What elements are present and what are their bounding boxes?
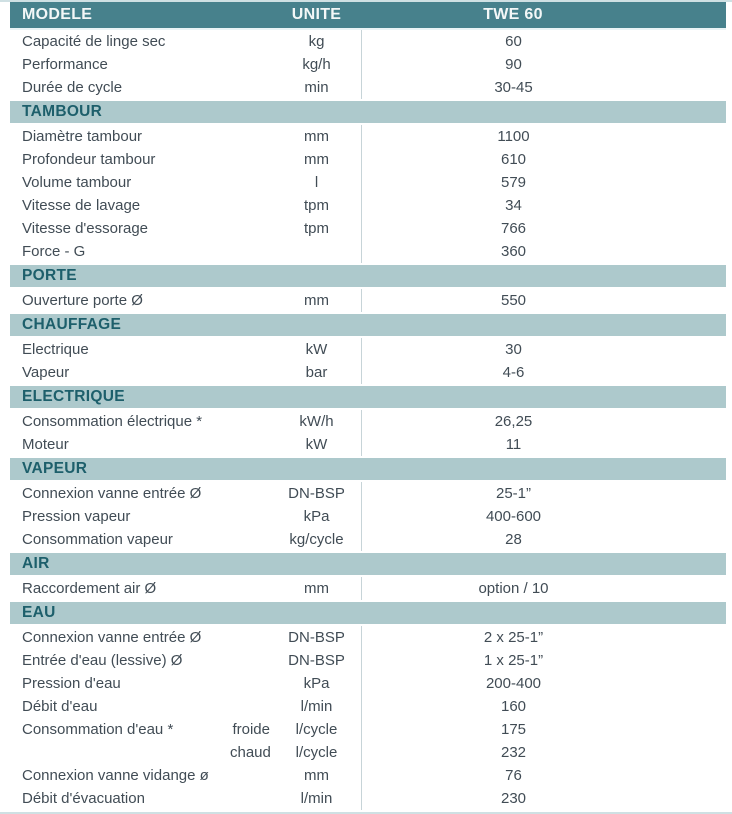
- table-row: [10, 787, 726, 810]
- section-title: EAU: [22, 604, 56, 621]
- section-header-bar: [10, 386, 726, 408]
- column-header-unite: UNITE: [291, 6, 342, 23]
- row-unit: DN-BSP: [288, 652, 345, 669]
- table-row: [10, 217, 726, 240]
- section-title: ELECTRIQUE: [22, 388, 125, 405]
- row-unit: tpm: [303, 197, 329, 214]
- row-label: Force - G: [22, 243, 86, 260]
- table-row: [10, 410, 726, 433]
- table-row: [10, 338, 726, 361]
- row-label: Débit d'évacuation: [22, 790, 145, 807]
- table-row: [10, 125, 726, 148]
- table-row: [10, 53, 726, 76]
- row-unit: l/min: [300, 698, 333, 715]
- table-row: [10, 148, 726, 171]
- row-value: 1 x 25-1”: [361, 649, 665, 672]
- table-section: [10, 602, 726, 810]
- table-section: [10, 30, 726, 99]
- row-unit: kW: [305, 436, 328, 453]
- section-title: CHAUFFAGE: [22, 316, 122, 333]
- table-section: [10, 386, 726, 456]
- section-rows: [10, 482, 726, 551]
- row-value: 1100: [361, 125, 665, 148]
- row-label: Connexion vanne entrée Ø: [22, 485, 202, 502]
- row-value: 34: [361, 194, 665, 217]
- table-row: [10, 240, 726, 263]
- table-section: [10, 101, 726, 263]
- column-header-twe60: TWE 60: [483, 6, 543, 23]
- row-label: Volume tambour: [22, 174, 132, 191]
- row-value: 360: [361, 240, 665, 263]
- row-label: Vapeur: [22, 364, 70, 381]
- row-label: Entrée d'eau (lessive) Ø: [22, 652, 183, 669]
- table-row: [10, 194, 726, 217]
- table-row: [10, 433, 726, 456]
- table-row: [10, 695, 726, 718]
- row-label: Vitesse de lavage: [22, 197, 141, 214]
- row-value: 25-1”: [361, 482, 665, 505]
- table-row: [10, 718, 726, 741]
- row-value: 175: [361, 718, 665, 741]
- row-unit: min: [304, 79, 329, 96]
- row-value: 160: [361, 695, 665, 718]
- table-section: [10, 265, 726, 312]
- section-title: PORTE: [22, 267, 77, 284]
- row-unit: l: [314, 174, 319, 191]
- column-header-modele: MODELE: [22, 6, 93, 23]
- row-label: Vitesse d'essorage: [22, 220, 148, 237]
- table-row: [10, 361, 726, 384]
- row-sublabel: chaud: [230, 744, 271, 761]
- row-sublabel: froide: [232, 721, 270, 738]
- row-value: 230: [361, 787, 665, 810]
- row-label: Durée de cycle: [22, 79, 123, 96]
- table-row: [10, 741, 726, 764]
- row-unit: DN-BSP: [288, 485, 345, 502]
- row-label: Pression vapeur: [22, 508, 131, 525]
- table-row: [10, 171, 726, 194]
- section-header-bar: [10, 101, 726, 123]
- row-unit: kW/h: [299, 413, 334, 430]
- row-unit: l/cycle: [295, 744, 338, 761]
- table-row: [10, 528, 726, 551]
- table-row: [10, 626, 726, 649]
- row-value: 30: [361, 338, 665, 361]
- section-title: TAMBOUR: [22, 103, 103, 120]
- table-row: [10, 30, 726, 53]
- row-unit: kPa: [303, 675, 330, 692]
- row-label: Débit d'eau: [22, 698, 98, 715]
- table-header-row: [10, 2, 726, 30]
- row-unit: kPa: [303, 508, 330, 525]
- row-unit: tpm: [303, 220, 329, 237]
- section-title: AIR: [22, 555, 50, 572]
- row-unit: kg/h: [302, 56, 331, 73]
- table-row: [10, 577, 726, 600]
- table-row: [10, 764, 726, 787]
- section-header-bar: [10, 265, 726, 287]
- spec-table: [10, 2, 726, 810]
- table-row: [10, 76, 726, 99]
- row-unit: kg/cycle: [289, 531, 344, 548]
- row-value: 4-6: [361, 361, 665, 384]
- row-unit: l/cycle: [295, 721, 338, 738]
- table-row: [10, 289, 726, 312]
- row-label: Profondeur tambour: [22, 151, 156, 168]
- row-value: 76: [361, 764, 665, 787]
- row-unit: mm: [304, 128, 329, 145]
- row-unit: kW: [305, 341, 328, 358]
- row-label: Electrique: [22, 341, 89, 358]
- table-row: [10, 482, 726, 505]
- row-label: Ouverture porte Ø: [22, 292, 143, 309]
- table-body: [10, 30, 726, 810]
- row-unit: mm: [304, 292, 329, 309]
- section-rows: [10, 30, 726, 99]
- row-value: 766: [361, 217, 665, 240]
- section-rows: [10, 626, 726, 810]
- row-value: option / 10: [361, 577, 665, 600]
- row-value: 60: [361, 30, 665, 53]
- row-value: 610: [361, 148, 665, 171]
- row-value: 400-600: [361, 505, 665, 528]
- row-label: Consommation d'eau *: [22, 721, 174, 738]
- row-value: 2 x 25-1”: [361, 626, 665, 649]
- row-label: Performance: [22, 56, 108, 73]
- row-value: 28: [361, 528, 665, 551]
- row-label: Raccordement air Ø: [22, 580, 157, 597]
- row-value: 26,25: [361, 410, 665, 433]
- section-rows: [10, 289, 726, 312]
- row-unit: mm: [304, 151, 329, 168]
- section-rows: [10, 125, 726, 263]
- table-section: [10, 458, 726, 551]
- section-header-bar: [10, 458, 726, 480]
- table-row: [10, 505, 726, 528]
- section-rows: [10, 577, 726, 600]
- row-value: 90: [361, 53, 665, 76]
- section-header-bar: [10, 314, 726, 336]
- section-header-bar: [10, 602, 726, 624]
- row-label: Consommation électrique *: [22, 413, 203, 430]
- table-row: [10, 649, 726, 672]
- row-unit: kg: [308, 33, 325, 50]
- row-label: Connexion vanne entrée Ø: [22, 629, 202, 646]
- section-rows: [10, 410, 726, 456]
- row-label: Capacité de linge sec: [22, 33, 166, 50]
- row-unit: bar: [305, 364, 328, 381]
- row-value: 550: [361, 289, 665, 312]
- row-label: Diamètre tambour: [22, 128, 143, 145]
- row-value: 30-45: [361, 76, 665, 99]
- row-value: 200-400: [361, 672, 665, 695]
- row-label: Connexion vanne vidange ø: [22, 767, 209, 784]
- table-section: [10, 553, 726, 600]
- row-value: 232: [361, 741, 665, 764]
- row-unit: mm: [304, 580, 329, 597]
- row-value: 579: [361, 171, 665, 194]
- section-rows: [10, 338, 726, 384]
- table-row: [10, 672, 726, 695]
- row-label: Moteur: [22, 436, 69, 453]
- row-label: Consommation vapeur: [22, 531, 173, 548]
- row-unit: mm: [304, 767, 329, 784]
- section-header-bar: [10, 553, 726, 575]
- row-unit: l/min: [300, 790, 333, 807]
- row-unit: DN-BSP: [288, 629, 345, 646]
- row-value: 11: [361, 433, 665, 456]
- row-label: Pression d'eau: [22, 675, 121, 692]
- table-section: [10, 314, 726, 384]
- section-title: VAPEUR: [22, 460, 88, 477]
